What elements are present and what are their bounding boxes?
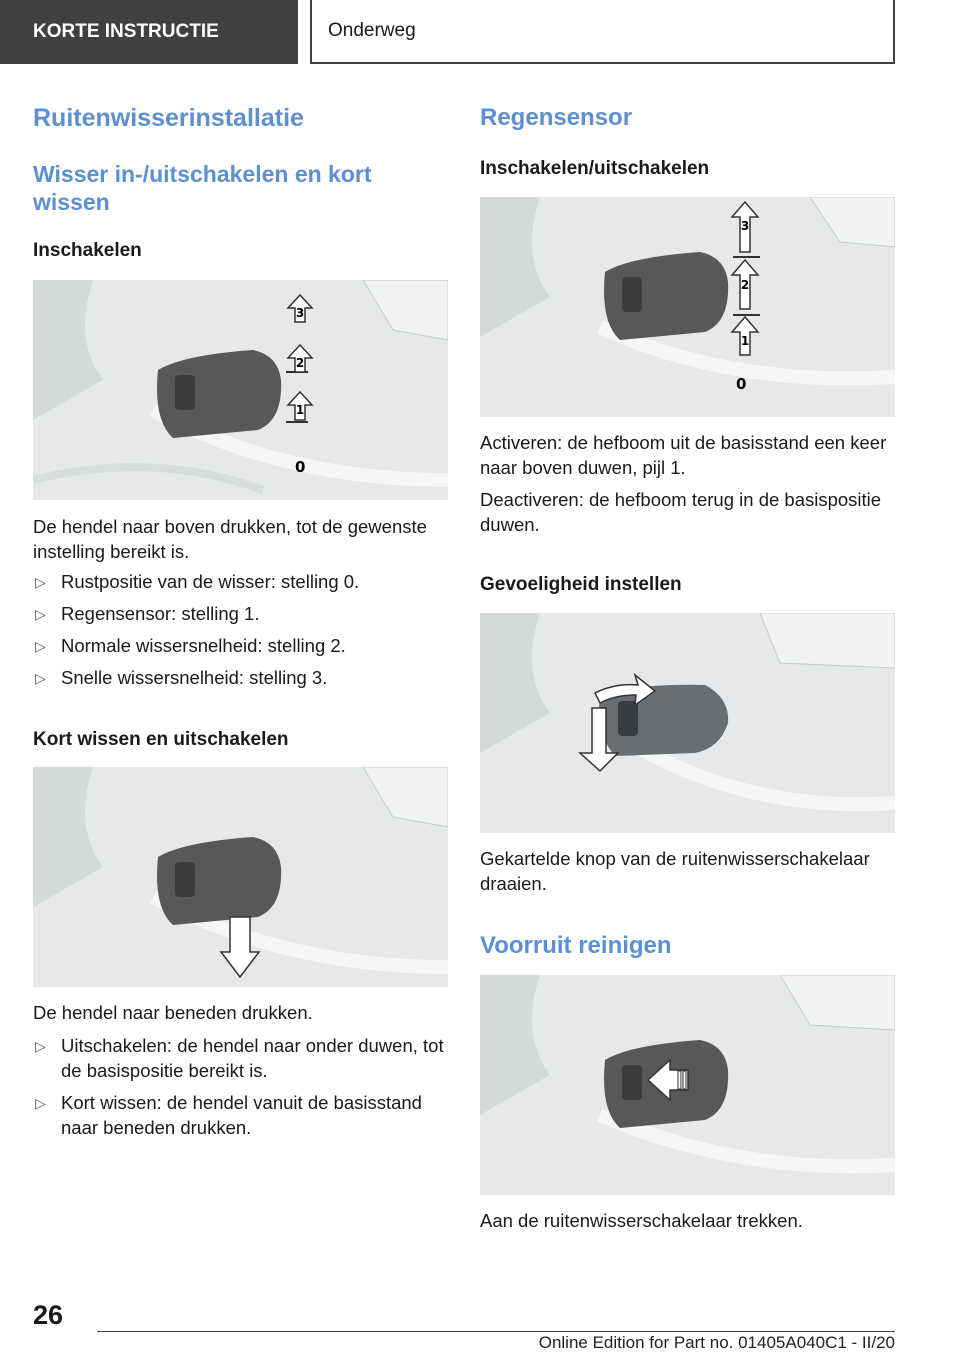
- header-section-label: KORTE INSTRUCTIE: [33, 21, 219, 42]
- heading-inschakelen: Inschakelen: [33, 240, 142, 261]
- list-item: ▷ Kort wissen: de hendel vanuit de basisstand naar beneden drukken.: [35, 1092, 422, 1138]
- list-item: ▷ Uitschakelen: de hendel naar onder duwen, tot de basispositie bereikt is.: [35, 1035, 444, 1081]
- section-subtitle: Wisser in-/uitschakelen en kort wissen: [33, 161, 372, 215]
- triangle-bullet-icon: ▷: [35, 574, 46, 590]
- fig3-label-0: 0: [736, 375, 747, 393]
- section-title-voorruit: Voorruit reinigen: [480, 932, 672, 959]
- list-item: ▷ Snelle wissersnelheid: stelling 3.: [33, 665, 448, 690]
- heading-kort-wissen: Kort wissen en uitschakelen: [33, 729, 289, 750]
- figure-rain-sensor: [480, 197, 895, 417]
- fig1-label-1: 1: [295, 403, 305, 417]
- triangle-bullet-icon: ▷: [35, 1038, 46, 1054]
- section-title-regensensor: Regensensor: [480, 104, 633, 131]
- paragraph-deactivate: Deactiveren: de hefboom terug in de basispositie duwen.: [480, 489, 882, 535]
- heading-in-uitschakelen: Inschakelen/uitschakelen: [480, 158, 710, 179]
- triangle-bullet-icon: ▷: [35, 606, 46, 622]
- fig1-label-3: 3: [295, 306, 305, 320]
- paragraph-pull: Aan de ruitenwisserschakelaar trekken.: [480, 1210, 803, 1231]
- header-chapter-label: Onderweg: [328, 20, 416, 41]
- fig3-label-3: 3: [740, 219, 750, 233]
- triangle-bullet-icon: ▷: [35, 1095, 46, 1111]
- triangle-bullet-icon: ▷: [35, 638, 46, 654]
- header-section: [0, 0, 298, 64]
- paragraph-up: De hendel naar boven drukken, tot de gewenste instelling bereikt is.: [33, 516, 427, 562]
- page-title: Ruitenwisserinstallatie: [33, 104, 304, 132]
- header-chapter: [310, 0, 895, 64]
- figure-lever-up: [33, 280, 448, 500]
- fig3-label-1: 1: [740, 334, 750, 348]
- figure-lever-down: [33, 767, 448, 987]
- figure-sensitivity: [480, 613, 895, 833]
- fig3-label-2: 2: [740, 278, 750, 292]
- list-item: ▷ Rustpositie van de wisser: stelling 0.: [33, 569, 448, 594]
- page-number: 26: [33, 1300, 64, 1330]
- fig1-label-2: 2: [295, 356, 305, 370]
- footer-edition: Online Edition for Part no. 01405A040C1 - II/20: [538, 1333, 895, 1352]
- list-item: ▷ Normale wissersnelheid: stelling 2.: [33, 633, 448, 658]
- footer-divider: [97, 1331, 895, 1332]
- heading-gevoeligheid: Gevoeligheid instellen: [480, 574, 682, 595]
- fig1-label-0: 0: [295, 458, 306, 476]
- paragraph-knurled: Gekartelde knop van de ruitenwisserschakelaar draaien.: [480, 848, 870, 894]
- list-item: ▷ Regensensor: stelling 1.: [33, 601, 448, 626]
- triangle-bullet-icon: ▷: [35, 670, 46, 686]
- paragraph-activate: Activeren: de hefboom uit de basisstand een keer naar boven duwen, pijl 1.: [480, 432, 887, 478]
- paragraph-down: De hendel naar beneden drukken.: [33, 1002, 313, 1023]
- figure-wash: [480, 975, 895, 1195]
